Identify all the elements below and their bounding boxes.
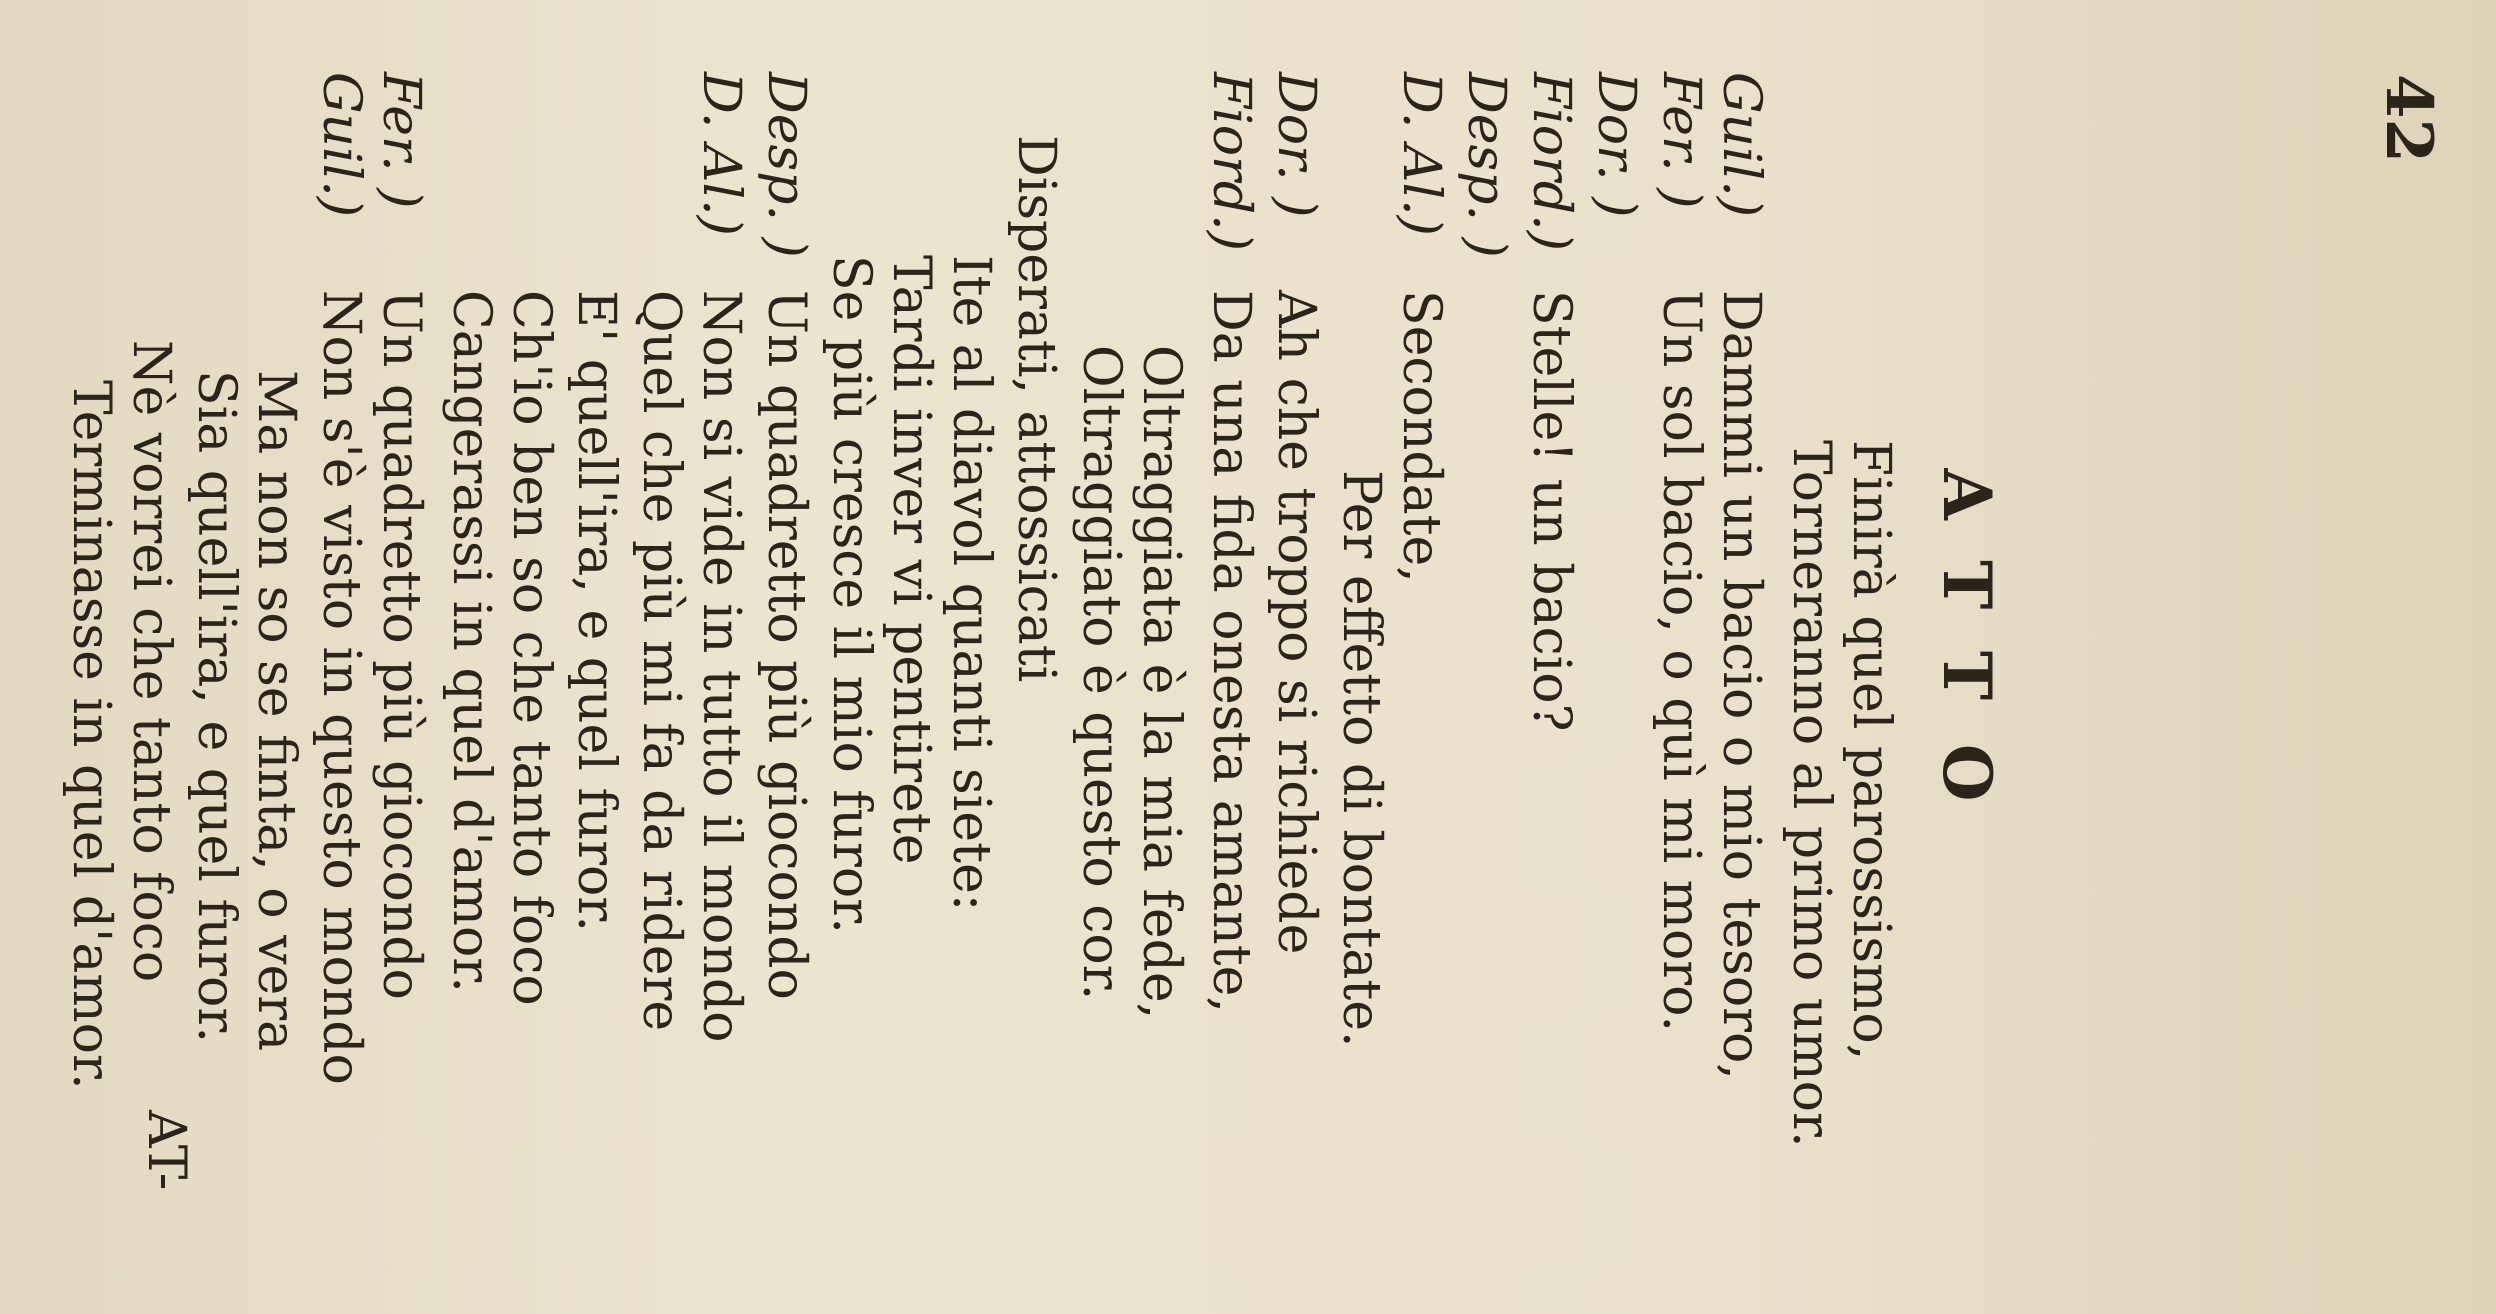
speaker-name: Fiord.) (1201, 72, 1261, 251)
verse-line (241, 0, 311, 1314)
speaker-name: Guil.) (1711, 72, 1771, 218)
verse-line (1581, 0, 1651, 1314)
verse-line (1646, 0, 1716, 1314)
speaker-name: Fiord.) (1521, 72, 1581, 251)
verse-text: E' quell'ira, e quel furor. (566, 290, 626, 933)
verse-text: Un quadretto più giocondo (371, 290, 431, 1000)
verse-text: Secondate, (1391, 290, 1451, 583)
verse-text: Sia quell'ira, e quel furor. (186, 370, 246, 1044)
verse-line (1706, 0, 1776, 1314)
verse-text: Da una fida onesta amante, (1201, 290, 1261, 1013)
verse-text: Oltraggiato è questo cor. (1071, 345, 1131, 1001)
speaker-name: Dor. ) (1586, 72, 1646, 218)
verse-line (1516, 0, 1586, 1314)
page-number: 42 (2371, 74, 2446, 164)
verse-line (366, 0, 436, 1314)
verse-line (1066, 0, 1136, 1314)
verse-text: Non si vide in tutto il mondo (691, 290, 751, 1043)
verse-line (816, 0, 886, 1314)
verse-line (561, 0, 631, 1314)
verse-line (1196, 0, 1266, 1314)
verse-text: Disperati, attossicati (1006, 135, 1066, 683)
verse-line (876, 0, 946, 1314)
verse-line (1776, 0, 1846, 1314)
verse-line (56, 0, 126, 1314)
speaker-name: Desp. ) (756, 72, 816, 258)
verse-line (1386, 0, 1456, 1314)
verse-line (436, 0, 506, 1314)
verse-text: Non s'è visto in questo mondo (311, 290, 371, 1085)
verse-text: Ch'io ben so che tanto foco (501, 290, 561, 1006)
verse-text: Cangerassi in quel d'amor. (441, 290, 501, 993)
verse-line (1261, 0, 1331, 1314)
verse-text: Torneranno al primo umor. (1781, 440, 1841, 1148)
verse-text: Dammi un bacio o mio tesoro, (1711, 290, 1771, 1080)
verse-text: Ah che troppo si richiede (1266, 290, 1326, 955)
speaker-name: D. Al.) (1391, 72, 1451, 236)
verse-line (1001, 0, 1071, 1314)
verse-text: Se più cresce il mio furor. (821, 255, 881, 934)
verse-line (1326, 0, 1396, 1314)
speaker-name: Desp. ) (1456, 72, 1516, 258)
verse-text: Quel che più mi fa da ridere (631, 290, 691, 1032)
verse-line (306, 0, 376, 1314)
verse-text: Nè vorrei che tanto foco (121, 340, 181, 983)
verse-text: Tardi inver vi pentirete (881, 255, 941, 865)
speaker-name: D. Al.) (691, 72, 751, 236)
verse-text: Terminasse in quel d'amor. (61, 380, 121, 1090)
verse-line (751, 0, 821, 1314)
verse-text: Ite al diavol quanti siete: (941, 255, 1001, 912)
verse-text: Oltraggiata è la mia fede, (1131, 345, 1191, 1020)
verse-line (626, 0, 696, 1314)
verse-line (1836, 0, 1906, 1314)
verse-text: Stelle! un bacio? (1521, 290, 1581, 732)
catchword: AT- (136, 1110, 196, 1191)
verse-line (686, 0, 756, 1314)
verse-text: Un quadretto più giocondo (756, 290, 816, 1000)
speaker-name: Fer. ) (371, 72, 431, 209)
verse-text: Per effetto di bontate. (1331, 470, 1391, 1048)
verse-text: Un sol bacio, o quì mi moro. (1651, 290, 1711, 1033)
verse-line (1126, 0, 1196, 1314)
speaker-name: Guil.) (311, 72, 371, 218)
verse-line (1451, 0, 1521, 1314)
verse-text: Finirà quel parossismo, (1841, 440, 1901, 1061)
verse-line (496, 0, 566, 1314)
running-head: ATTO (1928, 468, 2006, 846)
verse-text: Ma non so se finta, o vera (246, 370, 306, 1052)
speaker-name: Fer. ) (1651, 72, 1711, 209)
speaker-name: Dor. ) (1266, 72, 1326, 218)
verse-line (936, 0, 1006, 1314)
